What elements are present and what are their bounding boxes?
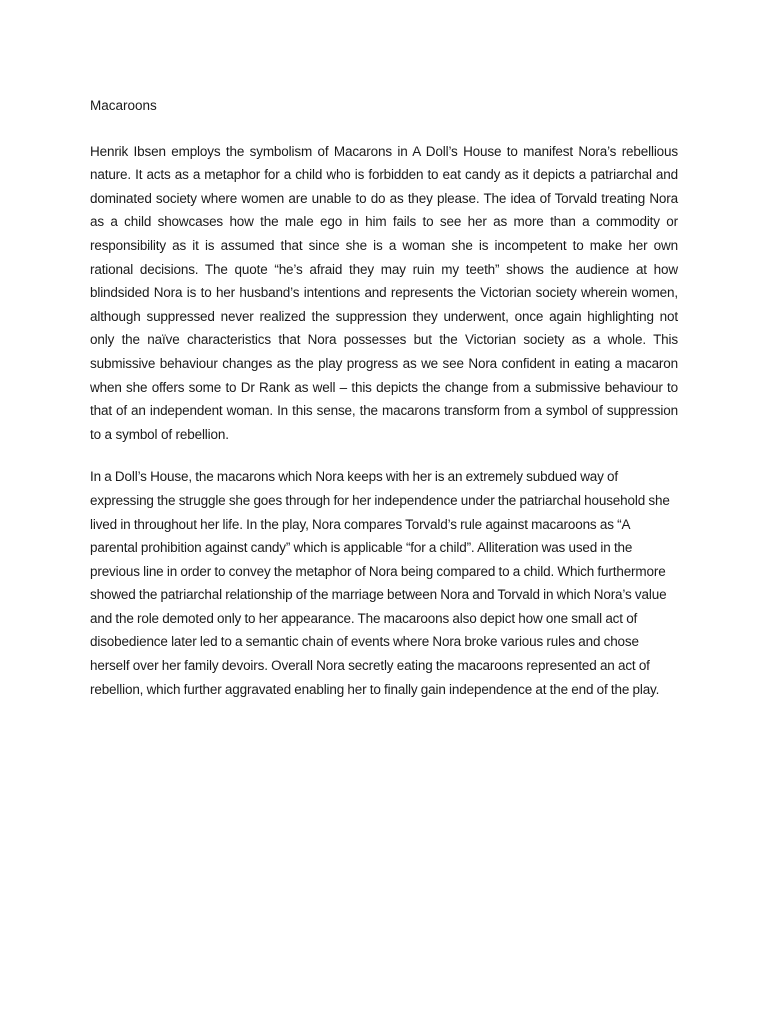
paragraph-symbolism: Henrik Ibsen employs the symbolism of Macarons in A Doll’s House to manifest Nora’s rebellious nature. It acts as a metaphor for a child who is forbidden to eat candy as it depicts a patriarchal and dominated society where women are unable to do as they please. The idea of Torvald treating Nora as a child showcases how the male ego in him fails to see her as more than a commodity or responsibility as it is assumed that since she is a woman she is incompetent to make her own rational decisions. The quote “he’s afraid they may ruin my teeth” shows the audience at how blindsided Nora is to her husband’s intentions and represents the Victorian society wherein women, although suppressed never realized the suppression they underwent, once again highlighting not only the naïve characteristics that Nora possesses but the Victorian society as a whole. This submissive behaviour changes as the play progress as we see Nora confident in eating a macaron when she offers some to Dr Rank as well – this depicts the change from a submissive behaviour to that of an independent woman. In this sense, the macarons transform from a symbol of suppression to a symbol of rebellion. [90,143,678,442]
paragraph-rebellion: In a Doll’s House, the macarons which Nora keeps with her is an extremely subdued way of expressing the struggle she goes through for her independence under the patriarchal household she lived in throughout her life. In the play, Nora compares Torvald’s rule against macaroons as “A parental prohibition against candy” which is applicable “for a child”. Alliteration was used in the previous line in order to convey the metaphor of Nora being compared to a child. Which furthermore showed the patriarchal relationship of the marriage between Nora and Torvald in which Nora’s value and the role demoted only to her appearance. The macaroons also depict how one small act of disobedience later led to a semantic chain of events where Nora broke various rules and chose herself over her family devoirs. Overall Nora secretly eating the macaroons represented an act of rebellion, which further aggravated enabling her to finally gain independence at the end of the play. [90,469,670,697]
document-title: Macaroons [90,98,157,113]
document-body [90,94,678,701]
